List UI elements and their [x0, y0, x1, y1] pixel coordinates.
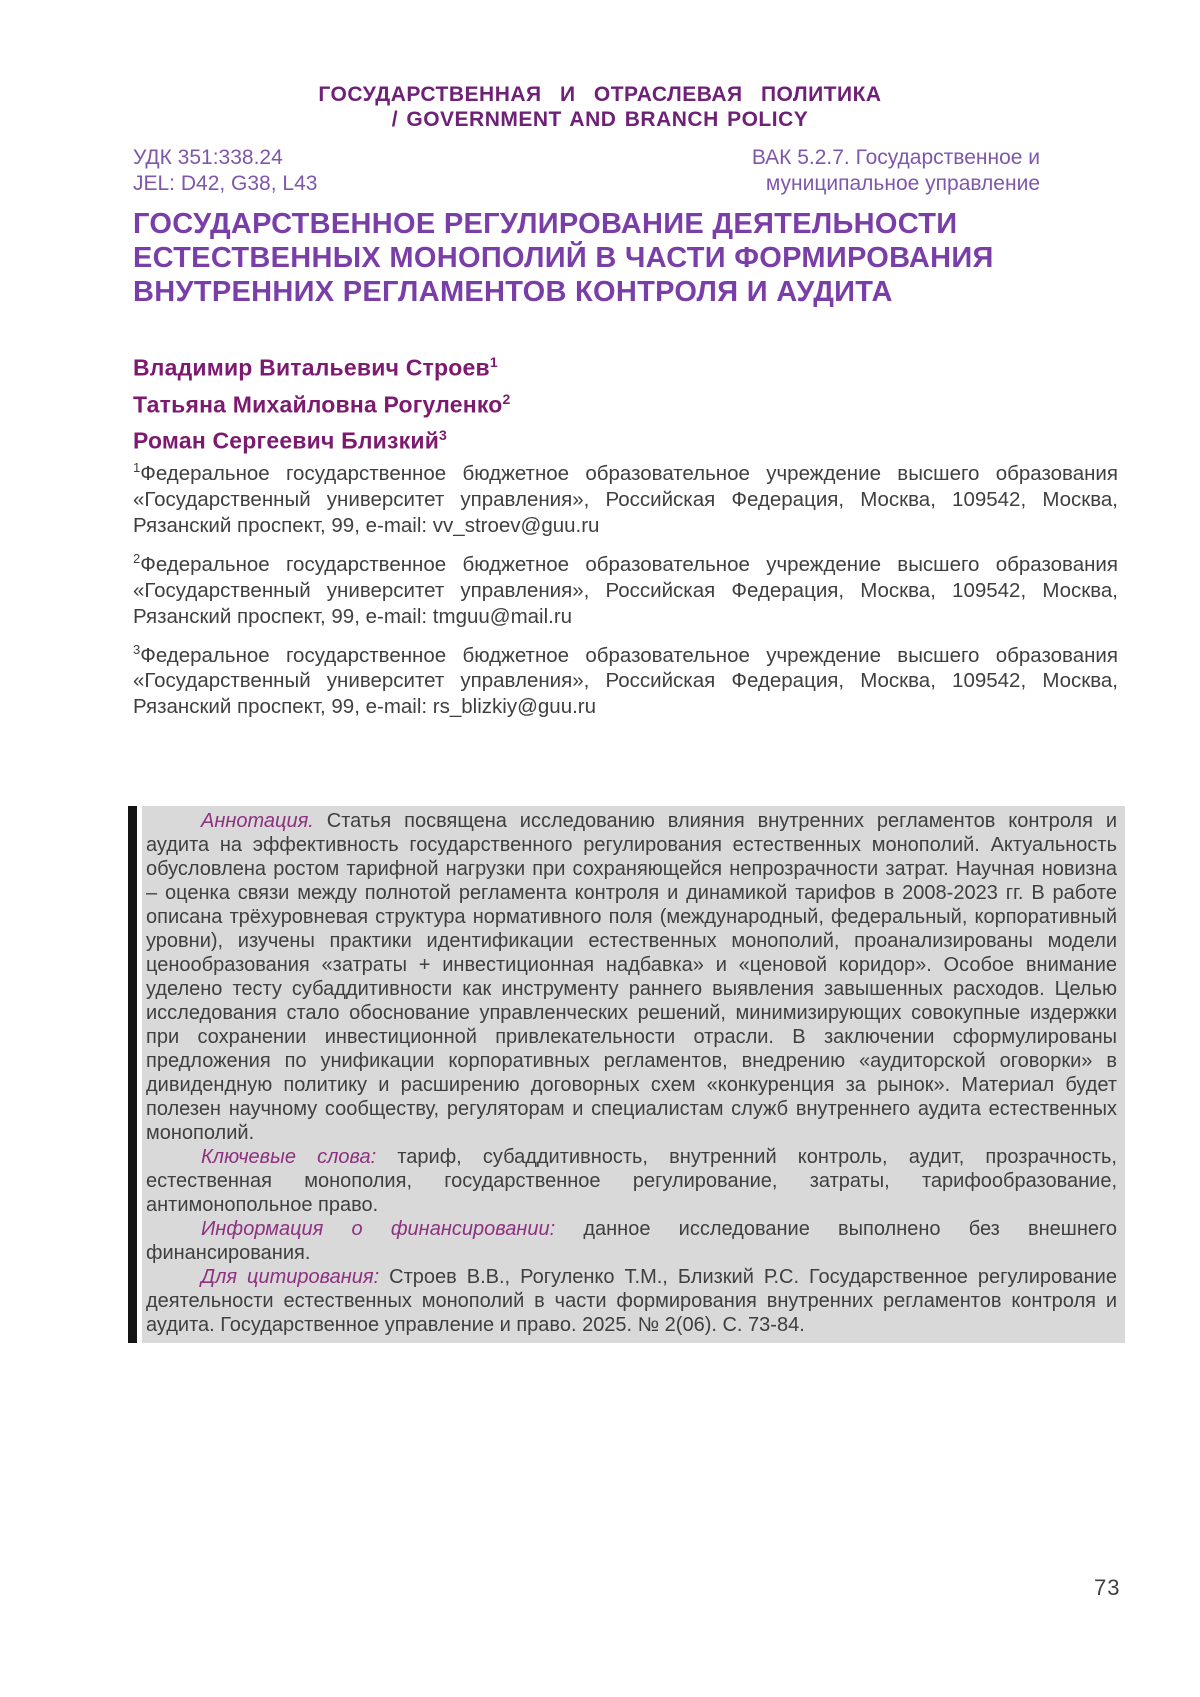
article-title: ГОСУДАРСТВЕННОЕ РЕГУЛИРОВАНИЕ ДЕЯТЕЛЬНОСТИ ЕСТЕСТВЕННЫХ МОНОПОЛИЙ В ЧАСТИ ФОРМИРОВАНИЯ ВНУТРЕННИХ РЕГЛАМЕНТОВ КОНТРОЛЯ И АУДИТА: [133, 208, 994, 308]
section-header-ru: ГОСУДАРСТВЕННАЯ И ОТРАСЛЕВАЯ ПОЛИТИКА: [318, 83, 882, 106]
author-name: Владимир Витальевич Строев$^1$: [133, 354, 498, 381]
authors-list: [133, 347, 1118, 457]
funding-text: данное исследование выполнено без внешнего финансирования.: [146, 1218, 1117, 1264]
abstract-text: Статья посвящена исследованию влияния внутренних регламентов контроля и аудита на эффективность государственного регулирования естественных монополий. Актуальность обусловлена ростом тарифной нагрузки при сохраняющейся непрозрачности затрат. Научная новизна – оценка связи между полнотой регламента контроля и динамикой тарифов в 2008-2023 гг. В работе описана трёхуровневая структура нормативного поля (международный, федеральный, корпоративный уровни), изучены практики идентификации естественных монополий, проанализированы модели ценообразования «затраты + инвестиционная надбавка» и «ценовой коридор». Особое внимание уделено тесту субаддитивности как инструменту раннего выявления завышенных расходов. Целью исследования стало обоснование управленческих решений, минимизирующих совокупные издержки при сохранении инвестиционной привлекательности отрасли. В заключении сформулированы предложения по унификации корпоративных регламентов, внедрению «аудиторской оговорки» в дивидендную политику и расширению договорных схем «конкуренция за рынок». Материал будет полезен научному сообществу, регуляторам и специалистам служб внутреннего аудита естественных монополий.: [146, 810, 1117, 1144]
abstract-block: [128, 806, 1125, 1343]
section-header-en: / GOVERNMENT AND BRANCH POLICY: [391, 108, 809, 131]
affiliation-number: 3: [133, 641, 141, 657]
article-meta-row: [133, 145, 1040, 197]
citation-label: Для цитирования:: [201, 1266, 380, 1288]
vak-line2: муниципальное управление: [765, 172, 1040, 195]
author-name: Татьяна Михайловна Рогуленко$^2$: [133, 390, 511, 418]
author-name: Роман Сергеевич Близкий$^3$: [133, 427, 448, 454]
udk-code: УДК 351:338.24: [133, 146, 283, 169]
affiliations-list: [133, 455, 1118, 727]
vak-line1: ВАК 5.2.7. Государственное и: [751, 146, 1040, 169]
author-affiliation-ref: 3: [439, 427, 448, 444]
affiliation-text: Федеральное государственное бюджетное образовательное учреждение высшего образования «Государственный университет управления», Российская Федерация, Москва, 109542, Москва, Рязанский проспект, 99, e-mail: vv_stroev@guu.ru: [133, 461, 1118, 537]
section-header: [0, 82, 1200, 132]
affiliation-number: 1: [133, 460, 141, 475]
abstract-body: [142, 806, 1125, 1343]
affiliation-text: Федеральное государственное бюджетное образовательное учреждение высшего образования «Государственный университет управления», Российская Федерация, Москва, 109542, Москва, Рязанский проспект, 99, e-mail: tmguu@mail.ru: [133, 552, 1118, 628]
jel-codes: JEL: D42, G38, L43: [133, 172, 318, 195]
affiliation-item: [133, 637, 1118, 721]
affiliation-text: Федеральное государственное бюджетное образовательное учреждение высшего образования «Государственный университет управления», Российская Федерация, Москва, 109542, Москва, Рязанский проспект, 99, e-mail: rs_blizkiy@guu.ru: [133, 643, 1118, 719]
citation-text: Строев В.В., Рогуленко Т.М., Близкий Р.С. Государственное регулирование деятельности естественных монополий в части формирования внутренних регламентов контроля и аудита. Государственное управление и право. 2025. № 2(06). С. 73-84.: [146, 1266, 1117, 1336]
citation-paragraph: [146, 1265, 1117, 1337]
page-number: 73: [1094, 1575, 1121, 1600]
abstract-paragraph: [146, 809, 1117, 1145]
funding-paragraph: [146, 1217, 1117, 1265]
affiliation-number: 2: [133, 550, 141, 566]
keywords-text: тариф, субаддитивность, внутренний контроль, аудит, прозрачность, естественная монополия, государственное регулирование, затраты, тарифообразование, антимонопольное право.: [146, 1146, 1117, 1216]
affiliation-item: [133, 455, 1118, 539]
udk-jel-block: [133, 145, 317, 197]
vak-block: [752, 145, 1040, 197]
keywords-label: Ключевые слова:: [201, 1146, 377, 1168]
keywords-paragraph: [146, 1145, 1117, 1217]
author-affiliation-ref: 1: [489, 354, 498, 370]
funding-label: Информация о финансировании:: [201, 1218, 556, 1240]
abstract-left-bar: [128, 806, 137, 1343]
author-affiliation-ref: 2: [502, 390, 511, 407]
abstract-label: Аннотация.: [201, 810, 314, 832]
affiliation-item: [133, 546, 1118, 630]
